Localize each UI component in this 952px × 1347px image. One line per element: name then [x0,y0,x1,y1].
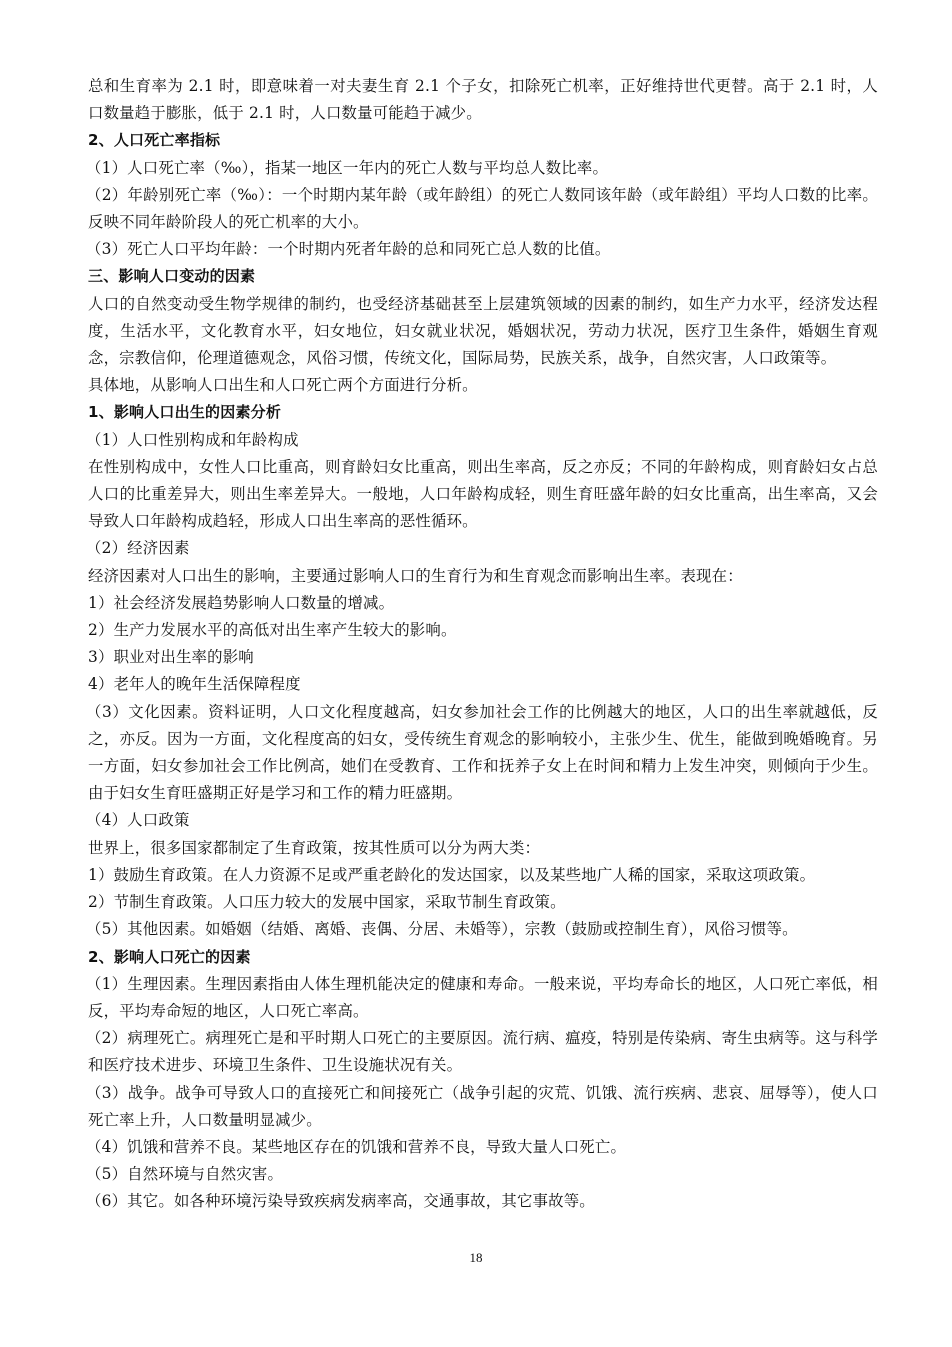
paragraph: （4）饥饿和营养不良。某些地区存在的饥饿和营养不良，导致大量人口死亡。 [86,1137,627,1156]
section-heading: 三、影响人口变动的因素 [88,267,256,286]
paragraph: （6）其它。如各种环境污染导致疾病发病率高，交通事故，其它事故等。 [86,1192,595,1211]
paragraph: 总和生育率为 2.1 时，即意味着一对夫妻生育 2.1 个子女，扣除死亡机率，正好维持世代更替。高于 2.1 时，人口数量趋于膨胀，低于 2.1 时，人口数量可能趋于减少。 [88,77,878,123]
paragraph: （5）其他因素。如婚姻（结婚、离婚、丧偶、分居、未婚等），宗教（鼓励或控制生育），风俗习惯等。 [86,920,798,939]
paragraph: （2）病理死亡。病理死亡是和平时期人口死亡的主要原因。流行病、瘟疫，特别是传染病、寄生虫病等。这与科学和医疗技术进步、环境卫生条件、卫生设施状况有关。 [86,1029,878,1075]
list-item: 1）社会经济发展趋势影响人口数量的增减。 [88,593,395,612]
page-number: 18 [469,1250,483,1265]
document-body [88,73,878,1216]
paragraph: （1）人口性别构成和年龄构成 [86,430,299,449]
paragraph: （3）战争。战争可导致人口的直接死亡和间接死亡（战争引起的灾荒、饥饿、流行疾病、悲哀、屈辱等），使人口死亡率上升，人口数量明显减少。 [86,1083,878,1129]
list-item: 2）节制生育政策。人口压力较大的发展中国家，采取节制生育政策。 [88,893,566,912]
paragraph: （2）年龄别死亡率（‰）：一个时期内某年龄（或年龄组）的死亡人数同该年龄（或年龄组）平均人口数的比率。反映不同年龄阶段人的死亡机率的大小。 [86,185,878,232]
list-item: 3）职业对出生率的影响 [88,648,254,667]
paragraph: （5）自然环境与自然灾害。 [86,1165,284,1184]
list-item: 4）老年人的晚年生活保障程度 [88,675,301,694]
paragraph: （3）文化因素。资料证明，人口文化程度越高，妇女参加社会工作的比例越大的地区，人口的出生率就越低，反之，亦反。因为一方面，文化程度高的妇女，受传统生育观念的影响较小，主张少生、优生，能做到晚婚晚育。另一方面，妇女参加社会工作比例高，她们在受教育、工作和抚养子女上在时间和精力上发生冲突，则倾向于少生。由于妇女生育旺盛期正好是学习和工作的精力旺盛期。 [86,702,878,803]
paragraph: （1）生理因素。生理因素指由人体生理机能决定的健康和寿命。一般来说，平均寿命长的地区，人口死亡率低，相反，平均寿命短的地区，人口死亡率高。 [86,974,878,1020]
paragraph: 世界上，很多国家都制定了生育政策，按其性质可以分为两大类： [88,838,541,857]
paragraph: 经济因素对人口出生的影响，主要通过影响人口的生育行为和生育观念而影响出生率。表现在： [88,566,743,585]
list-item: 1）鼓励生育政策。在人力资源不足或严重老龄化的发达国家，以及某些地广人稀的国家，采取这项政策。 [88,865,816,884]
paragraph: 人口的自然变动受生物学规律的制约，也受经济基础甚至上层建筑领域的因素的制约，如生产力水平，经济发达程度，生活水平，文化教育水平，妇女地位，妇女就业状况，婚姻状况，劳动力状况，医疗卫生条件，婚姻生育观念，宗教信仰，伦理道德观念，风俗习惯，传统文化，国际局势，民族关系，战争，自然灾害，人口政策等。 [88,294,878,368]
paragraph: （1）人口死亡率（‰），指某一地区一年内的死亡人数与平均总人数比率。 [86,158,609,177]
paragraph: （2）经济因素 [86,539,190,558]
paragraph: （4）人口政策 [86,811,190,830]
list-item: 2）生产力发展水平的高低对出生率产生较大的影响。 [88,621,457,640]
section-heading: 2、影响人口死亡的因素 [88,947,251,966]
section-heading: 2、人口死亡率指标 [88,131,221,150]
paragraph: （3）死亡人口平均年龄：一个时期内死者年龄的总和同死亡总人数的比值。 [86,240,611,259]
paragraph: 具体地，从影响人口出生和人口死亡两个方面进行分析。 [88,376,478,395]
paragraph: 在性别构成中，女性人口比重高，则育龄妇女比重高，则出生率高，反之亦反；不同的年龄构成，则育龄妇女占总人口的比重差异大，则出生率差异大。一般地，人口年龄构成轻，则生育旺盛年龄的妇女比重高，出生率高，又会导致人口年龄构成趋轻，形成人口出生率高的恶性循环。 [88,457,878,531]
section-heading: 1、影响人口出生的因素分析 [88,403,282,422]
